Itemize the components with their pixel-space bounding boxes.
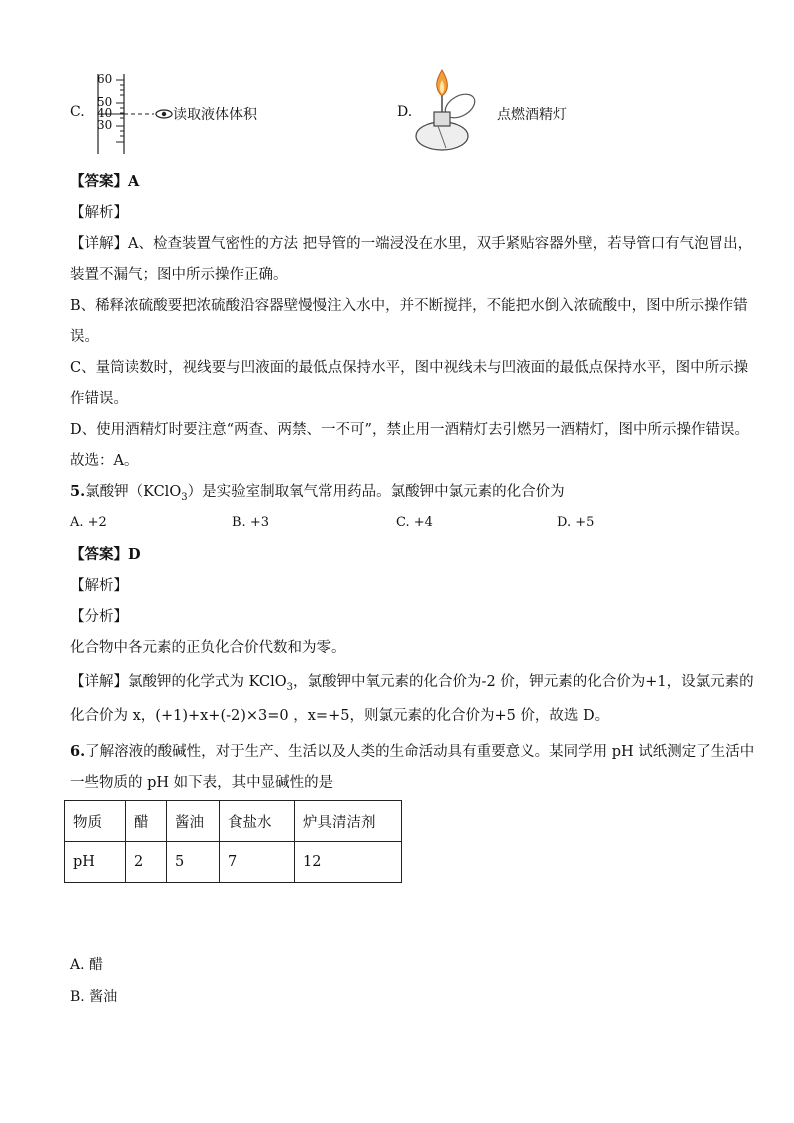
q4-c-line: 作错误。 xyxy=(70,391,128,407)
q6-stem-line: 一些物质的 pH 如下表，其中显碱性的是 xyxy=(70,775,334,791)
q5-fenxi-label: 【分析】 xyxy=(70,609,128,625)
q5-fenxi-text: 化合物中各元素的正负化合价代数和为零。 xyxy=(70,640,346,656)
q5-option-b: B. +3 xyxy=(232,515,269,530)
table-cell: 7 xyxy=(220,842,295,883)
option-d-letter: D. xyxy=(397,104,413,120)
table-header-cell: 醋 xyxy=(126,801,167,842)
q5-detail-text-b: ，氯酸钾中氧元素的化合价为-2 价，钾元素的化合价为+1，设氯元素的 xyxy=(293,674,754,690)
cylinder-tick-labels xyxy=(97,74,112,131)
q5-stem-text-a: 氯酸钾（KClO xyxy=(85,484,182,500)
q4-detail-line: 装置不漏气；图中所示操作正确。 xyxy=(70,267,288,283)
q6-number: 6. xyxy=(70,743,86,760)
table-cell: 5 xyxy=(167,842,220,883)
table-header-cell: 物质 xyxy=(65,801,126,842)
q5-stem xyxy=(70,482,565,508)
q6-option-a: A. 醋 xyxy=(70,957,104,973)
q6-stem-line xyxy=(70,742,754,762)
option-d-label: 点燃酒精灯 xyxy=(497,107,567,123)
table-row xyxy=(65,842,402,883)
table-header-cell: 酱油 xyxy=(167,801,220,842)
option-c-letter: C. xyxy=(70,104,85,120)
eye-icon xyxy=(156,110,172,118)
q4-b-line: B、稀释浓硫酸要把浓硫酸沿容器壁慢慢注入水中，并不断搅拌，不能把水倒入浓硫酸中，图中所示操作错 xyxy=(70,298,748,314)
q5-stem-sub: 3 xyxy=(181,491,188,503)
q5-option-a: A. +2 xyxy=(70,515,107,530)
q4-b-line: 误。 xyxy=(70,329,99,345)
q5-number: 5. xyxy=(70,483,86,500)
q4-choose: 故选：A。 xyxy=(70,453,139,469)
ph-table xyxy=(64,800,402,883)
q5-detail-text-a: 【详解】氯酸钾的化学式为 KClO xyxy=(70,674,287,690)
alcohol-lamp-figure xyxy=(412,66,498,158)
table-row xyxy=(65,801,402,842)
q5-detail-sub: 3 xyxy=(286,681,294,693)
q5-jiexi-label: 【解析】 xyxy=(70,578,128,594)
q5-option-c: C. +4 xyxy=(396,515,433,530)
q4-answer: 【答案】A xyxy=(70,173,140,190)
q5-answer: 【答案】D xyxy=(70,546,141,563)
tick-label: 30 xyxy=(97,117,113,132)
q5-detail-line xyxy=(70,672,754,698)
table-cell: 2 xyxy=(126,842,167,883)
table-cell: 12 xyxy=(295,842,402,883)
tick-label: 40 xyxy=(97,106,113,120)
q6-stem-text: 了解溶液的酸碱性，对于生产、生活以及人类的生命活动具有重要意义。某同学用 pH 试纸测定了生活中 xyxy=(85,744,755,760)
q4-detail-line: 【详解】A、检查装置气密性的方法 把导管的一端浸没在水里，双手紧贴容器外壁，若导管口有气泡冒出， xyxy=(70,236,753,252)
q4-d-line: D、使用酒精灯时要注意“两查、两禁、一不可”，禁止用一酒精灯去引燃另一酒精灯，图中所示操作错误。 xyxy=(70,422,749,438)
q5-stem-text-b: ）是实验室制取氧气常用药品。氯酸钾中氯元素的化合价为 xyxy=(187,484,565,500)
q4-jiexi-label: 【解析】 xyxy=(70,205,128,221)
table-header-cell: 食盐水 xyxy=(220,801,295,842)
table-cell: pH xyxy=(65,842,126,883)
tick-label: 60 xyxy=(97,72,113,86)
q6-option-b: B. 酱油 xyxy=(70,989,118,1005)
q5-option-d: D. +5 xyxy=(557,515,595,530)
table-header-cell: 炉具清洁剂 xyxy=(295,801,402,842)
tick-label: 50 xyxy=(97,94,113,109)
option-c-label: 读取液体体积 xyxy=(173,107,257,123)
q5-detail-line: 化合价为 x，(+1)+x+(-2)×3=0 ，x=+5，则氯元素的化合价为+5 价，故选 D。 xyxy=(70,708,610,724)
q4-c-line: C、量筒读数时，视线要与凹液面的最低点保持水平，图中视线未与凹液面的最低点保持水平，图中所示操 xyxy=(70,360,749,376)
